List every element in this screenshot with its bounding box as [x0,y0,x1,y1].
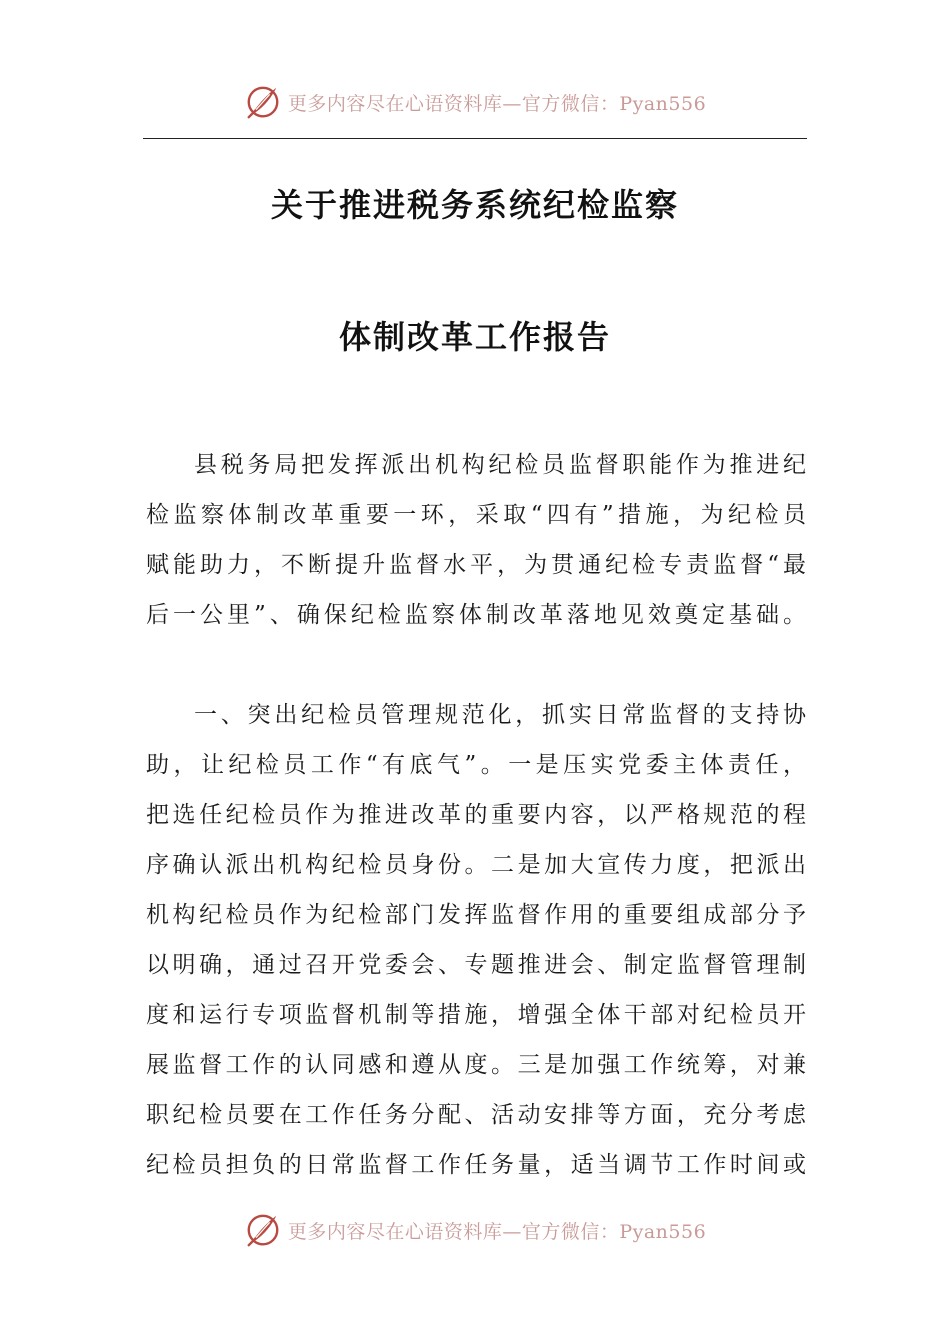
paragraph-line: 检监察体制改革重要一环，采取“四有”措施，为纪检员 [146,502,806,528]
paragraph-line: 把选任纪检员作为推进改革的重要内容，以严格规范的程 [146,802,806,828]
quill-pen-logo-icon [244,1211,282,1249]
quill-pen-logo-icon [244,83,282,121]
header-watermark-banner [0,80,950,124]
header-divider [143,138,807,139]
watermark-text: 更多内容尽在心语资料库—官方微信：Pyan556 [287,1220,707,1243]
paragraph-line: 度和运行专项监督机制等措施，增强全体干部对纪检员开 [146,1002,806,1028]
paragraph-line: 赋能助力，不断提升监督水平，为贯通纪检专责监督“最 [146,552,806,578]
document-title-line-2: 体制改革工作报告 [338,318,611,356]
paragraph-line: 序确认派出机构纪检员身份。二是加大宣传力度，把派出 [146,852,806,878]
paragraph-line: 县税务局把发挥派出机构纪检员监督职能作为推进纪 [194,452,806,478]
paragraph-line: 职纪检员要在工作任务分配、活动安排等方面，充分考虑 [146,1102,806,1128]
paragraph-line: 后一公里”、确保纪检监察体制改革落地见效奠定基础。 [146,602,806,628]
body-paragraph-intro [146,440,806,640]
paragraph-line: 展监督工作的认同感和遵从度。三是加强工作统筹，对兼 [146,1052,806,1078]
watermark-text: 更多内容尽在心语资料库—官方微信：Pyan556 [287,92,707,115]
body-paragraph-section-one [146,690,806,1190]
paragraph-line: 一、突出纪检员管理规范化，抓实日常监督的支持协 [194,702,806,728]
paragraph-line: 纪检员担负的日常监督工作任务量，适当调节工作时间或 [146,1152,806,1178]
footer-watermark-banner [0,1208,950,1252]
document-title-line-1: 关于推进税务系统纪检监察 [270,186,679,224]
paragraph-line: 助，让纪检员工作“有底气”。一是压实党委主体责任， [146,752,806,778]
paragraph-line: 以明确，通过召开党委会、专题推进会、制定监督管理制 [146,952,806,978]
paragraph-line: 机构纪检员作为纪检部门发挥监督作用的重要组成部分予 [146,902,806,928]
